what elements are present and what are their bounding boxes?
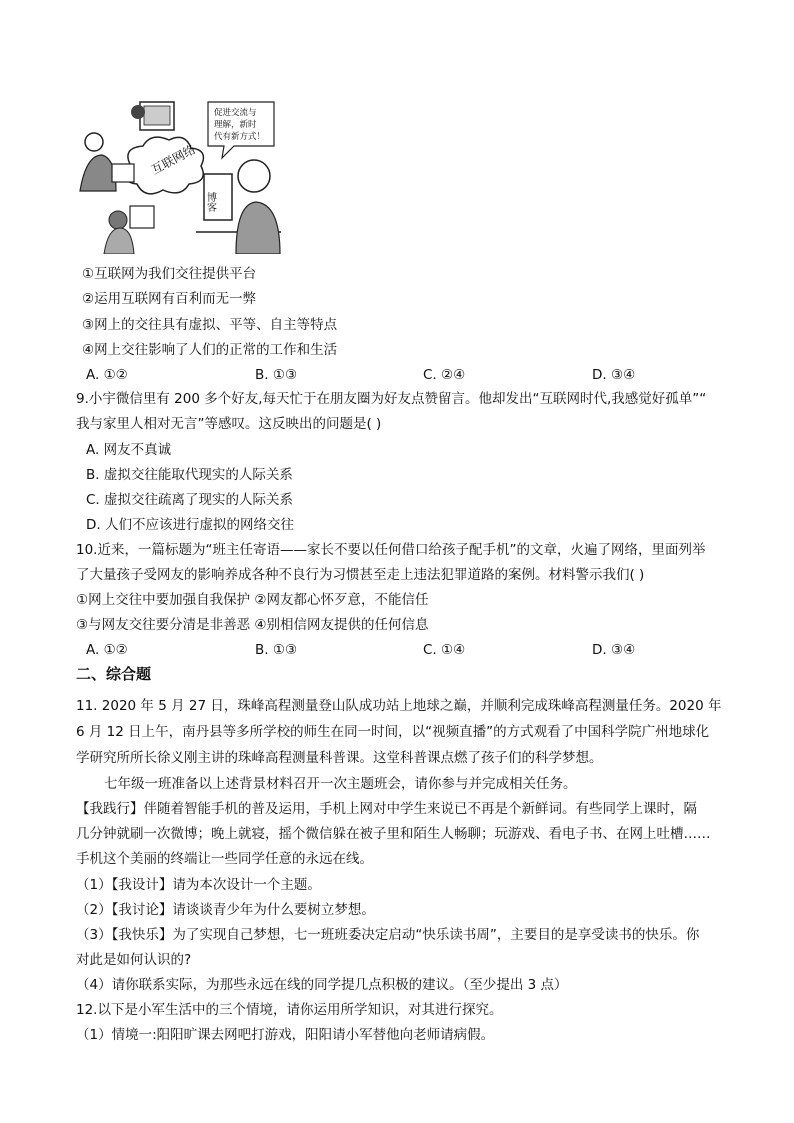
q9-option-c: C. 虚拟交往疏离了现实的人际关系 bbox=[86, 492, 294, 508]
q11-line-7: 手机这个美丽的终端让一些同学任意的永远在线。 bbox=[76, 851, 373, 867]
q11-line-4: 七年级一班准备以上述背景材料召开一次主题班会，请你参与并完成相关任务。 bbox=[104, 776, 577, 792]
q11-subquestion-2: （2）【我讨论】请谈谈青少年为什么要树立梦想。 bbox=[76, 902, 375, 918]
q9-option-d: D. 人们不应该进行虚拟的网络交往 bbox=[86, 517, 294, 533]
q8-statement-2: ②运用互联网有百利而无一弊 bbox=[82, 291, 257, 307]
monitor-label: 博客 bbox=[204, 192, 216, 212]
q8-statement-1: ①互联网为我们交往提供平台 bbox=[82, 266, 257, 282]
internet-communication-illustration bbox=[76, 96, 281, 254]
q9-option-b: B. 虚拟交往能取代现实的人际关系 bbox=[86, 467, 293, 483]
q11-line-6: 几分钟就刷一次微博；晚上就寝，摇个微信躲在被子里和陌生人畅聊；玩游戏、看电子书、在网上吐槽…… bbox=[76, 826, 711, 842]
q10-option-a: A. ①② bbox=[86, 642, 128, 658]
q12-subquestion-1: （1）情境一:阳阳旷课去网吧打游戏，阳阳请小军替他向老师请病假。 bbox=[76, 1027, 495, 1043]
q8-option-b: B. ①③ bbox=[255, 367, 298, 383]
q11-line-3: 学研究所所长徐义刚主讲的珠峰高程测量科普课。这堂科普课点燃了孩子们的科学梦想。 bbox=[76, 750, 603, 766]
q12-stem: 12.以下是小军生活中的三个情境，请你运用所学知识，对其进行探究。 bbox=[76, 1002, 503, 1018]
q9-option-a: A. 网友不真诚 bbox=[86, 442, 172, 458]
q8-option-a: A. ①② bbox=[86, 367, 128, 383]
q10-option-b: B. ①③ bbox=[255, 642, 298, 658]
q8-option-c: C. ②④ bbox=[423, 367, 466, 383]
q10-statements-line-2: ③与网友交往要分清是非善恶 ④别相信网友提供的任何信息 bbox=[76, 617, 429, 633]
q10-option-d: D. ③④ bbox=[592, 642, 636, 658]
section-2-title: 二、综合题 bbox=[76, 665, 152, 683]
cloud-label: 互联网络 bbox=[148, 142, 198, 178]
q8-statement-4: ④网上交往影响了人们的正常的工作和生活 bbox=[82, 342, 338, 358]
q10-option-c: C. ①④ bbox=[423, 642, 466, 658]
q10-stem-line-1: 10.近来，一篇标题为“班主任寄语——家长不要以任何借口给孩子配手机”的文章，火遍了网络，里面列举 bbox=[76, 542, 706, 558]
q11-subquestion-1: （1）【我设计】请为本次设计一个主题。 bbox=[76, 877, 321, 893]
q11-subquestion-3-line-1: （3）【我快乐】为了实现自己梦想，七一班班委决定启动“快乐读书周”，主要目的是享受读书的快乐。你 bbox=[76, 927, 700, 943]
q11-line-1: 11. 2020 年 5 月 27 日，珠峰高程测量登山队成功站上地球之巅，并顺利完成珠峰高程测量任务。2020 年 bbox=[76, 698, 722, 714]
q9-stem-line-2: 我与家里人相对无言”等感叹。这反映出的问题是( ) bbox=[76, 416, 382, 432]
speech-line-1: 促进交流与 bbox=[214, 108, 257, 118]
q11-line-5: 【我践行】伴随着智能手机的普及运用，手机上网对中学生来说已不再是个新鲜词。有些同学上课时，隔 bbox=[76, 801, 697, 817]
q11-subquestion-3-line-2: 对此是如何认识的? bbox=[76, 952, 192, 968]
speech-line-3: 代有新方式！ bbox=[214, 132, 266, 142]
speech-line-2: 理解，新时 bbox=[214, 120, 257, 130]
q9-stem-line-1: 9.小宇微信里有 200 多个好友,每天忙于在朋友圈为好友点赞留言。他却发出“互联网时代,我感觉好孤单”“ bbox=[76, 391, 707, 407]
q11-line-2: 6 月 12 日上午，南丹县等多所学校的师生在同一时间，以“视频直播”的方式观看了中国科学院广州地球化 bbox=[76, 724, 710, 740]
q8-option-d: D. ③④ bbox=[592, 367, 636, 383]
q8-statement-3: ③网上的交往具有虚拟、平等、自主等特点 bbox=[82, 317, 338, 333]
q11-subquestion-4: （4）请你联系实际，为那些永远在线的同学提几点积极的建议。（至少提出 3 点） bbox=[76, 977, 568, 993]
q10-statements-line-1: ①网上交往中要加强自我保护 ②网友都心怀歹意，不能信任 bbox=[76, 592, 429, 608]
q10-stem-line-2: 了大量孩子受网友的影响养成各种不良行为习惯甚至走上违法犯罪道路的案例。材料警示我们( ) bbox=[76, 567, 645, 583]
